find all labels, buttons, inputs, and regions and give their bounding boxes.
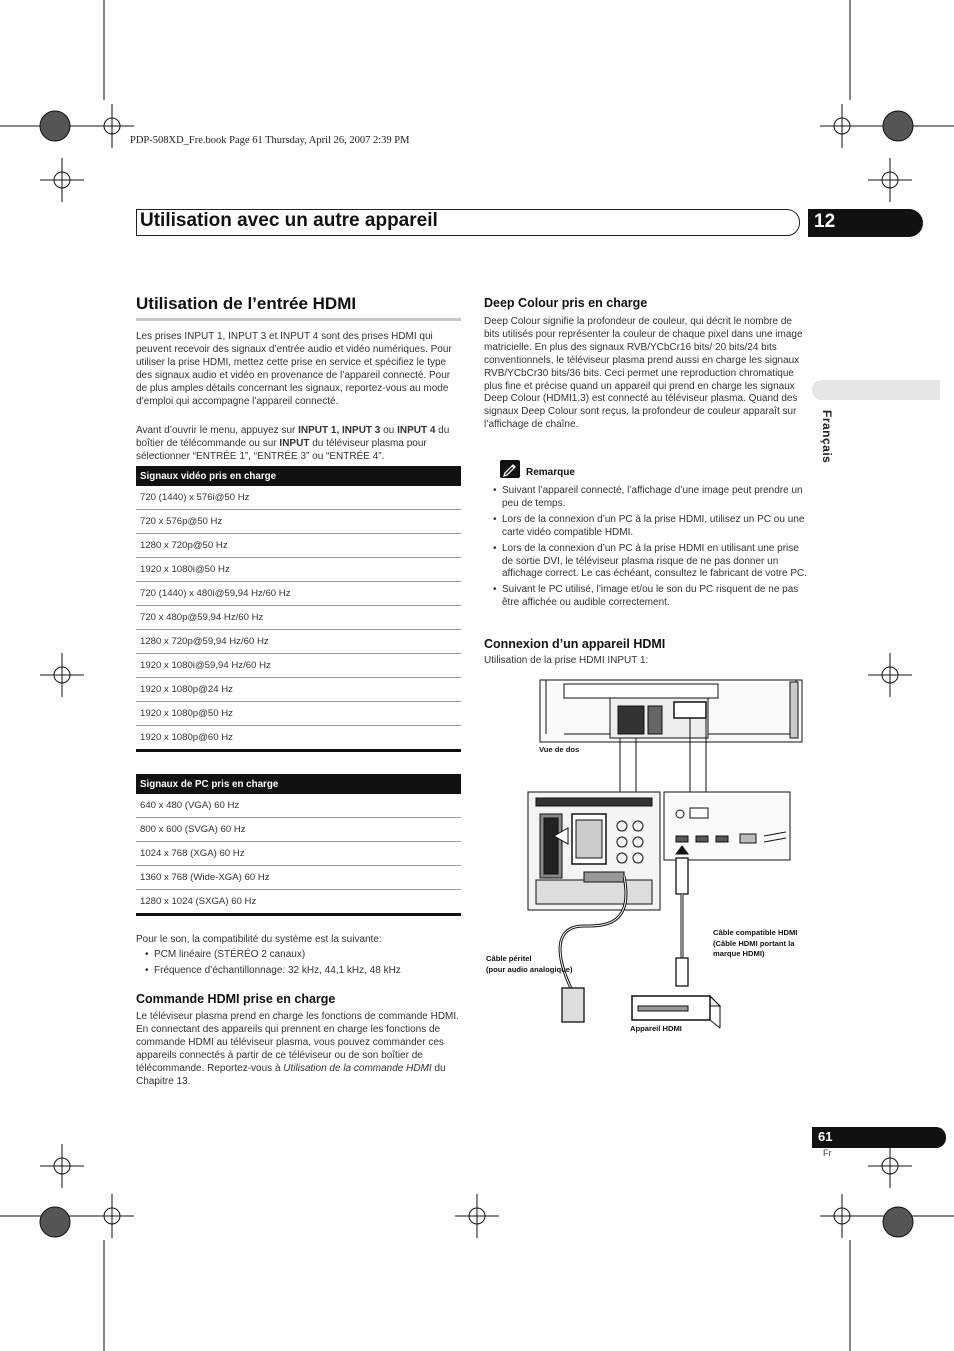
section-rule	[136, 318, 461, 321]
sound-intro: Pour le son, la compatibilité du système est la suivante:	[136, 934, 382, 945]
note-list	[489, 485, 809, 610]
menu-text-1: Avant d’ouvrir le menu, appuyez sur	[136, 425, 299, 436]
table-row: 1920 x 1080p@50 Hz	[136, 702, 461, 726]
deep-colour-paragraph: Deep Colour signifie la profondeur de couleur, qui décrit le nombre de bits utilisés pour représenter la couleur de chaque pixel dans une image matricielle. En plus des signaux RVB/YCbCr16 bits/ 20 bits/24 bits conventionnels, le téléviseur plasma prend aussi en charge les signaux RVB/YCbCr30 bits/36 bits. Ceci permet une reproduction chromatique plus fine et précise quand un appareil qui prend en charge les signaux Deep Colour (HDMI1.3) est connecté au téléviseur plasma. Quand des signaux Deep Colour sont reçus, la profondeur de couleur apparaît sur l’affichage de chaîne.	[484, 316, 803, 431]
language-side-tab	[812, 380, 940, 400]
hdmi-control-reference: Utilisation de la commande HDMI	[283, 1062, 432, 1074]
list-item: • Lors de la connexion d’un PC à la prise HDMI, utilisez un PC ou une carte vidéo compatible HDMI.	[489, 514, 809, 540]
list-item: • PCM linéaire (STÉRÉO 2 canaux)	[141, 949, 461, 962]
table-row: 1920 x 1080p@60 Hz	[136, 726, 461, 751]
menu-key-input-4: INPUT 4	[397, 425, 436, 436]
menu-key-input: INPUT	[279, 437, 310, 449]
hdmi-connection-diagram	[484, 676, 804, 1036]
page-language: Fr	[823, 1148, 832, 1158]
connection-subtitle: Utilisation de la prise HDMI INPUT 1:	[484, 655, 649, 666]
sound-list	[141, 949, 461, 978]
menu-text-2: ou	[380, 425, 398, 436]
table-row: 1024 x 768 (XGA) 60 Hz	[136, 842, 461, 866]
table-row: 640 x 480 (VGA) 60 Hz	[136, 794, 461, 818]
list-item: • Lors de la connexion d’un PC à la prise HDMI en utilisant une prise de sortie DVI, le téléviseur plasma risque de ne pas donner un affichage correct. Le cas échéant, consultez le fabricant de votre PC.	[489, 543, 809, 582]
table-row: 1360 x 768 (Wide-XGA) 60 Hz	[136, 866, 461, 890]
hdmi-intro-paragraph: Les prises INPUT 1, INPUT 3 et INPUT 4 sont des prises HDMI qui peuvent recevoir des signaux d’entrée audio et vidéo numériques. Pour utiliser la prise HDMI, mettez cette prise en service et spécifiez le type des signaux audio et vidéo en provenance de l’appareil connecté. Pour de plus amples détails concernant les signaux, reportez-vous au mode d’emploi qui accompagne l’appareil connecté.	[136, 331, 452, 407]
list-item: • Suivant l’appareil connecté, l’affichage d’une image peut prendre un peu de temps.	[489, 485, 809, 511]
menu-text-4: du téléviseur plasma pour sélectionner “ENTRÉE 1”, “ENTRÉE 3” ou “ENTRÉE 4”.	[136, 437, 427, 462]
hdmi-cable-label	[713, 928, 797, 960]
pc-table-header: Signaux de PC pris en charge	[136, 774, 461, 794]
chapter-title: Utilisation avec un autre appareil	[140, 210, 438, 231]
table-row: 1280 x 720p@59,94 Hz/60 Hz	[136, 630, 461, 654]
menu-key-input-1-3: INPUT 1, INPUT 3	[298, 425, 381, 436]
list-item: • Suivant le PC utilisé, l’image et/ou le son du PC risquent de ne pas être affichée ou audible correctement.	[489, 584, 809, 610]
chapter-number: 12	[814, 211, 836, 232]
section-title: Utilisation de l’entrée HDMI	[136, 294, 357, 313]
pc-signals-table	[136, 774, 461, 916]
video-table-header: Signaux vidéo pris en charge	[136, 466, 461, 486]
table-row: 800 x 600 (SVGA) 60 Hz	[136, 818, 461, 842]
scart-cable-label-line-2: (pour audio analogique)	[486, 964, 573, 974]
file-header: PDP-508XD_Fre.book Page 61 Thursday, April 26, 2007 2:39 PM	[130, 135, 410, 146]
list-item: • Fréquence d’échantillonnage: 32 kHz, 44,1 kHz, 48 kHz	[141, 965, 461, 978]
page-number: 61	[818, 1129, 833, 1144]
hdmi-control-title: Commande HDMI prise en charge	[136, 992, 336, 1006]
note-pencil-icon	[500, 460, 520, 478]
deep-colour-title: Deep Colour pris en charge	[484, 296, 648, 310]
scart-cable-label-line-1: Câble péritel	[486, 954, 532, 963]
scart-cable-label	[486, 954, 572, 975]
table-row: 1920 x 1080i@59,94 Hz/60 Hz	[136, 654, 461, 678]
menu-instruction-paragraph	[136, 425, 462, 464]
hdmi-cable-label-line-2: (Câble HDMI portant la	[713, 938, 795, 948]
table-row: 720 x 576p@50 Hz	[136, 510, 461, 534]
table-row: 720 (1440) x 576i@50 Hz	[136, 486, 461, 510]
menu-text-3: du boîtier de télécommande ou sur	[136, 425, 450, 449]
hdmi-connector-top	[676, 858, 688, 894]
rear-view-label: Vue de dos	[539, 745, 580, 754]
table-row: 1920 x 1080p@24 Hz	[136, 678, 461, 702]
table-row: 720 (1440) x 480i@59,94 Hz/60 Hz	[136, 582, 461, 606]
hdmi-control-text: Le téléviseur plasma prend en charge les fonctions de commande HDMI. En connectant des appareils qui prennent en charge les fonctions de commande HDMI au téléviseur plasma, vous pouvez commander ces appareils connectés à partir de ce téléviseur ou de son boîtier de télécommande. Reportez-vous à	[136, 1011, 459, 1074]
table-row: 1920 x 1080i@50 Hz	[136, 558, 461, 582]
note-label: Remarque	[526, 467, 575, 478]
hdmi-connector-bottom	[676, 958, 688, 986]
connection-title: Connexion d’un appareil HDMI	[484, 637, 666, 651]
hdmi-control-suffix: du Chapitre 13.	[136, 1062, 446, 1087]
table-row: 720 x 480p@59,94 Hz/60 Hz	[136, 606, 461, 630]
hdmi-cable-label-line-1: Câble compatible HDMI	[713, 928, 798, 937]
hdmi-device-label: Appareil HDMI	[630, 1024, 682, 1033]
table-row: 1280 x 1024 (SXGA) 60 Hz	[136, 890, 461, 915]
language-label: Français	[820, 410, 834, 464]
video-signals-table	[136, 466, 461, 752]
hdmi-control-paragraph	[136, 1011, 462, 1088]
scart-plug	[562, 988, 584, 1022]
hdmi-cable-label-line-3: marque HDMI)	[713, 949, 765, 958]
table-row: 1280 x 720p@50 Hz	[136, 534, 461, 558]
